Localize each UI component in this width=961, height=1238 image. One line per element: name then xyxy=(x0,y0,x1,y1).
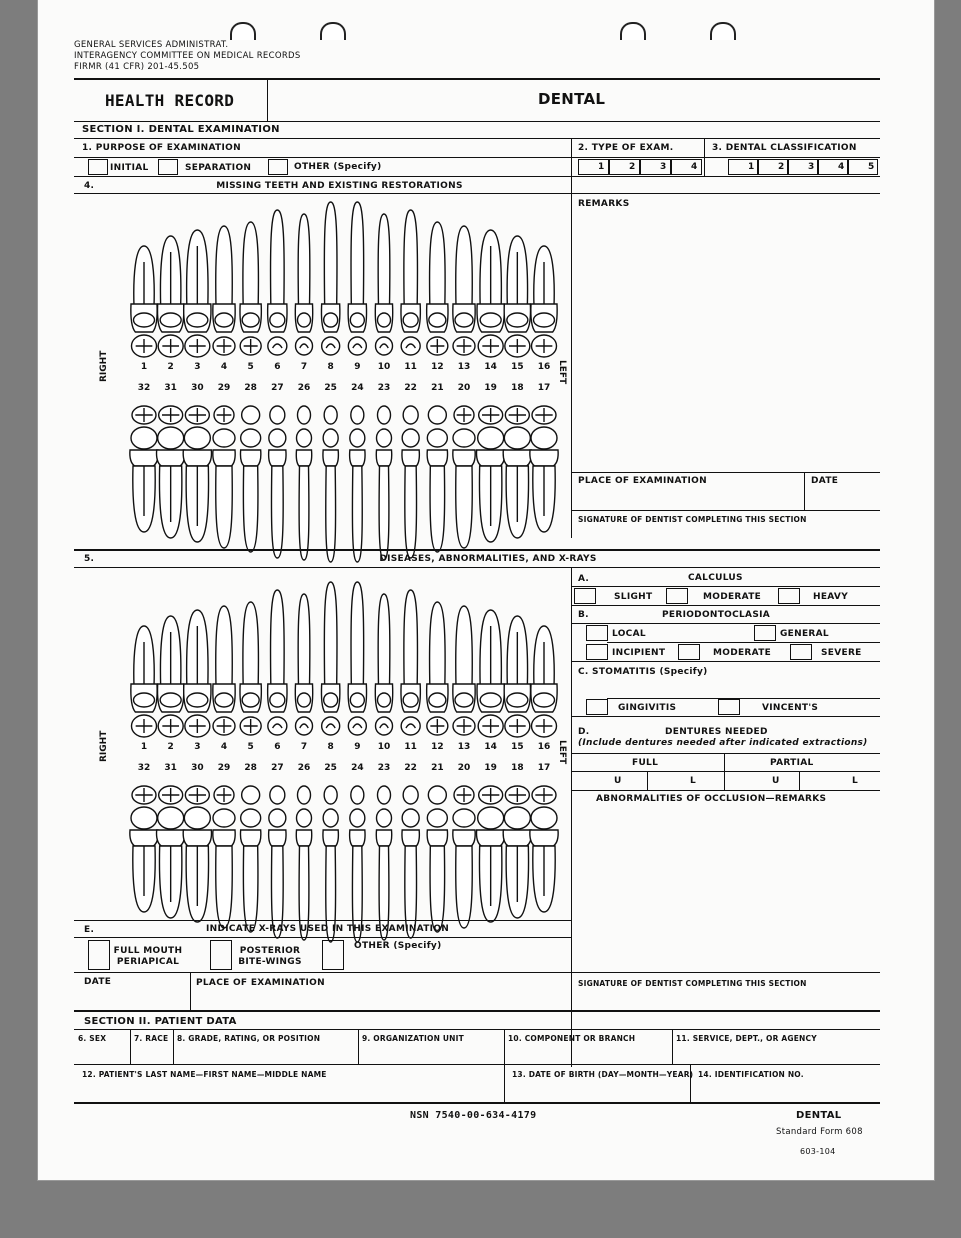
patient-field-input[interactable] xyxy=(692,1082,878,1100)
item4-number: 4. xyxy=(84,181,95,191)
classification-option-4[interactable] xyxy=(818,159,848,175)
upper-tooth-15[interactable] xyxy=(504,236,530,357)
lower-tooth-number: 24 xyxy=(351,383,364,393)
lower-tooth-20[interactable] xyxy=(453,406,475,548)
purpose-separation-checkbox[interactable] xyxy=(158,159,178,175)
upper-tooth-number: 12 xyxy=(431,742,444,752)
patient-field-label: 11. SERVICE, DEPT., OR AGENCY xyxy=(676,1034,817,1043)
xray-other-label: OTHER (Specify) xyxy=(354,941,442,951)
lower-tooth-number: 23 xyxy=(377,383,391,393)
perio-severe-label: SEVERE xyxy=(821,648,862,658)
exam-type-option-3[interactable] xyxy=(640,159,671,175)
upper-tooth-11[interactable] xyxy=(401,210,420,355)
upper-tooth-7[interactable] xyxy=(295,214,312,355)
form-sheet xyxy=(38,0,934,1180)
lower-tooth-24[interactable] xyxy=(350,786,365,942)
item5-number: 5. xyxy=(84,554,95,564)
upper-tooth-number: 12 xyxy=(431,362,444,372)
exam-type-option-2[interactable] xyxy=(609,159,640,175)
xray-bitewings-checkbox[interactable] xyxy=(210,940,232,970)
date-label: DATE xyxy=(811,476,839,486)
classification-option-2[interactable] xyxy=(758,159,788,175)
classification-option-label: 5 xyxy=(868,162,875,172)
lower-tooth-number: 25 xyxy=(324,763,337,773)
missing-teeth-label: MISSING TEETH AND EXISTING RESTORATIONS xyxy=(216,181,463,191)
classification-option-label: 4 xyxy=(838,162,845,172)
lower-tooth-21[interactable] xyxy=(427,786,447,932)
upper-tooth-number: 5 xyxy=(247,742,254,752)
lower-tooth-number: 18 xyxy=(511,763,524,773)
lower-tooth-number: 21 xyxy=(431,383,444,393)
binder-hole xyxy=(320,22,346,40)
binder-hole xyxy=(620,22,646,40)
xray-full-mouth-label: FULL MOUTH PERIAPICAL xyxy=(113,946,183,967)
lower-tooth-17[interactable] xyxy=(530,406,558,532)
upper-tooth-number: 14 xyxy=(484,362,497,372)
remarks-label: REMARKS xyxy=(578,199,630,209)
lower-tooth-26[interactable] xyxy=(296,406,311,560)
classification-option-label: 2 xyxy=(778,162,785,172)
remarks-field[interactable] xyxy=(574,212,874,470)
purpose-label: 1. PURPOSE OF EXAMINATION xyxy=(82,143,241,153)
upper-tooth-number: 8 xyxy=(327,362,334,372)
lower-tooth-19[interactable] xyxy=(477,406,505,542)
agency-line: FIRMR (41 CFR) 201-45.505 xyxy=(74,62,200,72)
tooth-chart-missing-restorations xyxy=(99,200,567,540)
perio-moderate-label: MODERATE xyxy=(713,648,772,658)
patient-field-label: 6. SEX xyxy=(78,1034,107,1043)
upper-tooth-number: 2 xyxy=(167,742,174,752)
signature-label: SIGNATURE OF DENTIST COMPLETING THIS SECTION xyxy=(578,515,807,524)
xray-letter: E. xyxy=(84,925,95,935)
lower-tooth-number: 29 xyxy=(217,763,231,773)
lower-tooth-27[interactable] xyxy=(269,786,286,938)
purpose-initial-checkbox[interactable] xyxy=(88,159,108,175)
lower-tooth-number: 21 xyxy=(431,763,444,773)
lower-tooth-17[interactable] xyxy=(530,786,558,912)
stomatitis-label: C. STOMATITIS (Specify) xyxy=(578,667,708,677)
lower-tooth-number: 26 xyxy=(297,763,311,773)
lower-tooth-28[interactable] xyxy=(240,786,260,932)
upper-tooth-number: 16 xyxy=(537,742,551,752)
right-side-label: RIGHT xyxy=(99,350,109,382)
upper-tooth-number: 4 xyxy=(220,742,228,752)
lower-tooth-25[interactable] xyxy=(323,406,338,562)
upper-tooth-number: 10 xyxy=(377,362,391,372)
upper-tooth-number: 2 xyxy=(167,362,174,372)
upper-tooth-number: 14 xyxy=(484,742,497,752)
occlusion-label: ABNORMALITIES OF OCCLUSION—REMARKS xyxy=(596,794,827,804)
lower-tooth-number: 20 xyxy=(457,763,471,773)
patient-field-input[interactable] xyxy=(506,1045,670,1062)
lower-tooth-number: 32 xyxy=(137,763,151,773)
classification-option-1[interactable] xyxy=(728,159,758,175)
dentures-note: (Include dentures needed after indicated extractions) xyxy=(578,738,868,748)
upper-tooth-15[interactable] xyxy=(504,616,530,737)
calculus-heavy-checkbox[interactable] xyxy=(778,588,800,604)
upper-tooth-number: 1 xyxy=(140,742,148,752)
lower-tooth-number: 19 xyxy=(484,383,497,393)
upper-tooth-5[interactable] xyxy=(240,222,261,355)
vincents-checkbox[interactable] xyxy=(718,699,740,715)
form-code: 603-104 xyxy=(800,1147,836,1156)
exam-type-option-4[interactable] xyxy=(671,159,702,175)
exam-type-option-label: 2 xyxy=(629,162,636,172)
agency-line: INTERAGENCY COMMITTEE ON MEDICAL RECORDS xyxy=(74,51,301,61)
lower-tooth-25[interactable] xyxy=(323,786,338,942)
place-exam-label: PLACE OF EXAMINATION xyxy=(578,476,707,486)
patient-field-input[interactable] xyxy=(132,1045,171,1062)
calculus-label: CALCULUS xyxy=(688,573,743,583)
lower-tooth-18[interactable] xyxy=(503,786,531,918)
lower-tooth-number: 22 xyxy=(404,383,417,393)
lower-tooth-21[interactable] xyxy=(427,406,447,552)
lower-tooth-number: 27 xyxy=(271,763,284,773)
upper-tooth-number: 16 xyxy=(537,362,551,372)
binder-hole xyxy=(230,22,256,40)
patient-field-label: 7. RACE xyxy=(134,1034,169,1043)
agency-line: GENERAL SERVICES ADMINISTRAT. xyxy=(74,40,229,50)
upper-tooth-number: 8 xyxy=(327,742,334,752)
lower-tooth-number: 26 xyxy=(297,383,311,393)
xray-date-label: DATE xyxy=(84,977,112,987)
upper-tooth-number: 10 xyxy=(377,742,391,752)
patient-field-label: 8. GRADE, RATING, OR POSITION xyxy=(177,1034,321,1043)
left-side-label: LEFT xyxy=(557,360,567,385)
lower-tooth-23[interactable] xyxy=(376,786,391,940)
dentures-full-label: FULL xyxy=(632,758,659,768)
exam-type-option-label: 4 xyxy=(691,162,698,172)
upper-tooth-14[interactable] xyxy=(477,610,504,737)
patient-field-label: 9. ORGANIZATION UNIT xyxy=(362,1034,464,1043)
lower-tooth-number: 32 xyxy=(137,383,151,393)
patient-field-input[interactable] xyxy=(360,1045,502,1062)
occlusion-remarks-field[interactable] xyxy=(574,808,874,968)
lower-tooth-number: 17 xyxy=(537,383,551,393)
lower-tooth-number: 17 xyxy=(537,763,551,773)
upper-tooth-number: 15 xyxy=(511,742,524,752)
upper-tooth-number: 13 xyxy=(457,742,471,752)
perio-letter: B. xyxy=(578,610,589,620)
dentures-full-upper[interactable]: U xyxy=(614,776,622,786)
calculus-moderate-checkbox[interactable] xyxy=(666,588,688,604)
purpose-separation-label: SEPARATION xyxy=(185,163,252,173)
lower-tooth-30[interactable] xyxy=(183,406,211,542)
upper-tooth-number: 13 xyxy=(457,362,471,372)
patient-field-input[interactable] xyxy=(76,1082,502,1100)
upper-tooth-number: 5 xyxy=(247,362,254,372)
lower-tooth-number: 31 xyxy=(164,383,177,393)
perio-incipient-checkbox[interactable] xyxy=(586,644,608,660)
form-name: Standard Form 608 xyxy=(776,1127,863,1137)
calculus-slight-checkbox[interactable] xyxy=(574,588,596,604)
lower-tooth-30[interactable] xyxy=(183,786,211,922)
lower-tooth-26[interactable] xyxy=(296,786,311,940)
lower-tooth-number: 31 xyxy=(164,763,177,773)
record-title: HEALTH RECORD xyxy=(105,91,235,110)
gingivitis-label: GINGIVITIS xyxy=(618,703,677,713)
upper-tooth-number: 11 xyxy=(404,362,417,372)
dentures-partial-label: PARTIAL xyxy=(770,758,814,768)
xray-other-checkbox[interactable] xyxy=(322,940,344,970)
lower-tooth-number: 19 xyxy=(484,763,497,773)
diseases-title: DISEASES, ABNORMALITIES, AND X-RAYS xyxy=(379,554,597,564)
lower-tooth-number: 29 xyxy=(217,383,231,393)
upper-tooth-13[interactable] xyxy=(453,226,475,355)
perio-label: PERIODONTOCLASIA xyxy=(662,610,771,620)
upper-tooth-14[interactable] xyxy=(477,230,504,357)
upper-tooth-number: 11 xyxy=(404,742,417,752)
xray-bitewings-label: POSTERIOR BITE-WINGS xyxy=(238,946,302,967)
exam-type-option-label: 3 xyxy=(660,162,667,172)
lower-tooth-number: 30 xyxy=(191,383,204,393)
lower-tooth-28[interactable] xyxy=(240,406,260,552)
upper-tooth-5[interactable] xyxy=(240,602,261,735)
upper-tooth-12[interactable] xyxy=(427,602,448,735)
purpose-other-label: OTHER (Specify) xyxy=(294,162,382,172)
record-type: DENTAL xyxy=(538,90,606,108)
left-side-label: LEFT xyxy=(557,740,567,765)
upper-tooth-3[interactable] xyxy=(184,230,211,357)
lower-tooth-number: 22 xyxy=(404,763,417,773)
patient-field-input[interactable] xyxy=(674,1045,878,1062)
tooth-chart-diseases xyxy=(99,580,567,920)
binder-hole xyxy=(710,22,736,40)
lower-tooth-number: 28 xyxy=(244,763,257,773)
section1-title: SECTION I. DENTAL EXAMINATION xyxy=(82,124,280,135)
perio-general-label: GENERAL xyxy=(780,629,829,639)
upper-tooth-8[interactable] xyxy=(321,202,339,355)
lower-tooth-number: 24 xyxy=(351,763,364,773)
upper-tooth-number: 1 xyxy=(140,362,148,372)
perio-incipient-label: INCIPIENT xyxy=(612,648,666,658)
upper-tooth-1[interactable] xyxy=(131,246,157,357)
lower-tooth-22[interactable] xyxy=(402,786,419,938)
exam-type-option-label: 1 xyxy=(598,162,605,172)
upper-tooth-number: 3 xyxy=(194,362,201,372)
perio-general-checkbox[interactable] xyxy=(754,625,776,641)
upper-tooth-4[interactable] xyxy=(213,606,235,735)
lower-tooth-29[interactable] xyxy=(213,406,235,548)
upper-tooth-10[interactable] xyxy=(375,594,392,735)
lower-tooth-number: 28 xyxy=(244,383,257,393)
lower-tooth-32[interactable] xyxy=(130,406,158,532)
dentures-label: DENTURES NEEDED xyxy=(665,727,768,737)
upper-tooth-3[interactable] xyxy=(184,610,211,737)
upper-tooth-13[interactable] xyxy=(453,606,475,735)
purpose-initial-label: INITIAL xyxy=(110,163,149,173)
upper-tooth-7[interactable] xyxy=(295,594,312,735)
lower-tooth-29[interactable] xyxy=(213,786,235,928)
xray-title: INDICATE X-RAYS USED IN THIS EXAMINATION xyxy=(206,924,450,934)
upper-tooth-number: 15 xyxy=(511,362,524,372)
lower-tooth-number: 27 xyxy=(271,383,284,393)
lower-tooth-31[interactable] xyxy=(157,786,185,918)
lower-tooth-32[interactable] xyxy=(130,786,158,912)
xray-signature-label: SIGNATURE OF DENTIST COMPLETING THIS SECTION xyxy=(578,979,807,988)
perio-local-checkbox[interactable] xyxy=(586,625,608,641)
upper-tooth-9[interactable] xyxy=(348,202,366,355)
patient-field-label: 14. IDENTIFICATION NO. xyxy=(698,1070,804,1079)
lower-tooth-number: 25 xyxy=(324,383,337,393)
upper-tooth-number: 6 xyxy=(274,742,281,752)
perio-moderate-checkbox[interactable] xyxy=(678,644,700,660)
classification-option-3[interactable] xyxy=(788,159,818,175)
lower-tooth-20[interactable] xyxy=(453,786,475,928)
classification-option-label: 1 xyxy=(748,162,755,172)
lower-tooth-31[interactable] xyxy=(157,406,185,538)
upper-tooth-16[interactable] xyxy=(531,626,557,737)
patient-field-input[interactable] xyxy=(76,1045,128,1062)
patient-field-label: 12. PATIENT'S LAST NAME—FIRST NAME—MIDDLE NAME xyxy=(82,1070,327,1079)
form-type: DENTAL xyxy=(796,1110,842,1121)
exam-type-option-1[interactable] xyxy=(578,159,609,175)
dentures-full-lower[interactable]: L xyxy=(690,776,697,786)
perio-local-label: LOCAL xyxy=(612,629,646,639)
lower-tooth-number: 18 xyxy=(511,383,524,393)
upper-tooth-10[interactable] xyxy=(375,214,392,355)
upper-tooth-6[interactable] xyxy=(268,210,287,355)
lower-tooth-24[interactable] xyxy=(350,406,365,562)
upper-tooth-8[interactable] xyxy=(321,582,339,735)
lower-tooth-22[interactable] xyxy=(402,406,419,558)
vincents-label: VINCENT'S xyxy=(762,703,819,713)
upper-tooth-12[interactable] xyxy=(427,222,448,355)
xray-place-label: PLACE OF EXAMINATION xyxy=(196,978,325,988)
calculus-slight-label: SLIGHT xyxy=(614,592,653,602)
classification-option-5[interactable] xyxy=(848,159,878,175)
nsn-number: NSN 7540-00-634-4179 xyxy=(410,1110,537,1121)
lower-tooth-19[interactable] xyxy=(477,786,505,922)
classification-label: 3. DENTAL CLASSIFICATION xyxy=(712,143,857,153)
patient-field-input[interactable] xyxy=(506,1082,688,1100)
upper-tooth-2[interactable] xyxy=(158,616,184,737)
upper-tooth-number: 7 xyxy=(300,362,308,372)
upper-tooth-2[interactable] xyxy=(158,236,184,357)
lower-tooth-23[interactable] xyxy=(376,406,391,560)
upper-tooth-number: 7 xyxy=(300,742,308,752)
patient-field-label: 13. DATE OF BIRTH (DAY—MONTH—YEAR) xyxy=(512,1070,694,1079)
calculus-letter: A. xyxy=(578,574,590,584)
upper-tooth-number: 3 xyxy=(194,742,201,752)
right-side-label: RIGHT xyxy=(99,730,109,762)
patient-field-label: 10. COMPONENT OR BRANCH xyxy=(508,1034,636,1043)
upper-tooth-number: 4 xyxy=(220,362,228,372)
dentures-partial-upper[interactable]: U xyxy=(772,776,780,786)
calculus-moderate-label: MODERATE xyxy=(703,592,762,602)
dentures-letter: D. xyxy=(578,727,590,737)
upper-tooth-11[interactable] xyxy=(401,590,420,735)
lower-tooth-27[interactable] xyxy=(269,406,286,558)
section2-title: SECTION II. PATIENT DATA xyxy=(84,1016,237,1027)
upper-tooth-6[interactable] xyxy=(268,590,287,735)
lower-tooth-18[interactable] xyxy=(503,406,531,538)
dentures-partial-lower[interactable]: L xyxy=(852,776,859,786)
patient-field-input[interactable] xyxy=(175,1045,356,1062)
upper-tooth-9[interactable] xyxy=(348,582,366,735)
lower-tooth-number: 20 xyxy=(457,383,471,393)
gingivitis-checkbox[interactable] xyxy=(586,699,608,715)
exam-type-label: 2. TYPE OF EXAM. xyxy=(578,143,674,153)
purpose-other-checkbox[interactable] xyxy=(268,159,288,175)
upper-tooth-16[interactable] xyxy=(531,246,557,357)
upper-tooth-number: 9 xyxy=(354,362,361,372)
upper-tooth-4[interactable] xyxy=(213,226,235,355)
classification-option-label: 3 xyxy=(808,162,815,172)
upper-tooth-1[interactable] xyxy=(131,626,157,737)
lower-tooth-number: 30 xyxy=(191,763,204,773)
lower-tooth-number: 23 xyxy=(377,763,391,773)
xray-full-mouth-checkbox[interactable] xyxy=(88,940,110,970)
calculus-heavy-label: HEAVY xyxy=(813,592,849,602)
upper-tooth-number: 6 xyxy=(274,362,281,372)
upper-tooth-number: 9 xyxy=(354,742,361,752)
perio-severe-checkbox[interactable] xyxy=(790,644,812,660)
